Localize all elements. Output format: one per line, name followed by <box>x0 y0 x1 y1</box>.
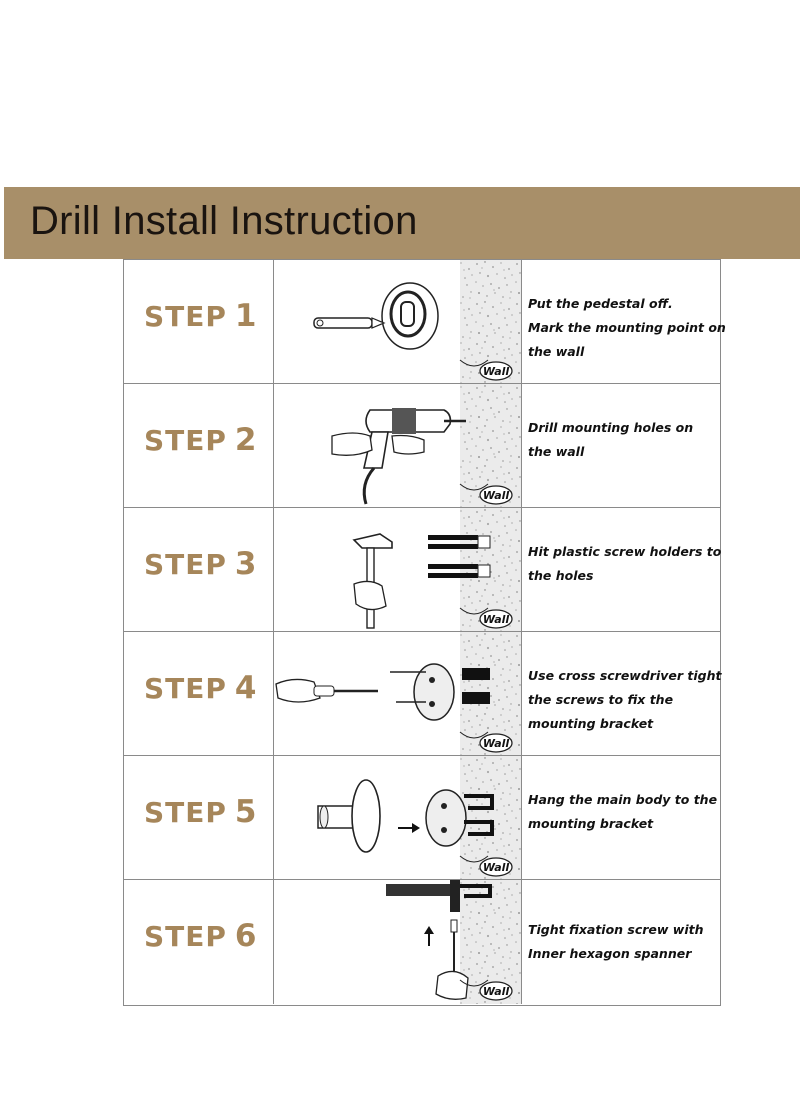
step-label: STEP 4 <box>144 670 258 706</box>
description-line: Use cross screwdriver tight <box>528 668 722 683</box>
step-label-cell <box>124 260 274 383</box>
arrow-up-icon <box>424 926 434 946</box>
step-row-3 <box>124 508 720 632</box>
step-number: 5 <box>234 794 258 830</box>
step-row-1 <box>124 260 726 384</box>
step-description <box>522 880 720 1004</box>
description-line: Inner hexagon spanner <box>528 946 692 961</box>
step-number: 1 <box>234 298 258 334</box>
description-line: Hit plastic screw holders to <box>528 544 722 559</box>
step-label-cell <box>124 880 274 1004</box>
description-line: Mark the mounting point on <box>528 320 726 335</box>
marker-pen-icon <box>314 318 384 328</box>
step-label: STEP 2 <box>144 422 258 458</box>
power-drill-icon <box>332 408 466 504</box>
step-row-2 <box>124 384 720 508</box>
svg-text:Wall: Wall <box>482 985 510 998</box>
instruction-table <box>123 259 726 1006</box>
step-label-cell <box>124 632 274 755</box>
description-line: the wall <box>528 444 585 459</box>
step-description <box>522 260 726 383</box>
step-illustration <box>274 632 522 755</box>
svg-text:Wall: Wall <box>482 489 510 502</box>
step-description <box>522 756 720 879</box>
screwdriver-icon <box>276 679 378 702</box>
step-number: 4 <box>234 670 258 706</box>
page-title: Drill Install Instruction <box>30 199 418 243</box>
step-row-5 <box>124 756 720 880</box>
step-label-cell <box>124 384 274 507</box>
step-number: 3 <box>234 546 258 582</box>
description-line: mounting bracket <box>528 816 654 831</box>
description-line: the screws to fix the <box>528 692 674 707</box>
pedestal-icon <box>382 283 438 349</box>
step-label: STEP 5 <box>144 794 258 830</box>
step-number: 2 <box>234 422 258 458</box>
step-description <box>522 632 720 755</box>
step-illustration <box>274 756 522 879</box>
step-description <box>522 384 720 507</box>
step-label: STEP 6 <box>144 918 258 954</box>
step-description <box>522 508 720 631</box>
step-number: 6 <box>234 918 258 954</box>
step-row-4 <box>124 632 720 756</box>
description-line: Drill mounting holes on <box>528 420 694 435</box>
description-line: Tight fixation screw with <box>528 922 704 937</box>
svg-text:Wall: Wall <box>482 861 510 874</box>
header-banner <box>4 187 800 259</box>
svg-text:Wall: Wall <box>482 365 510 378</box>
description-line: mounting bracket <box>528 716 654 731</box>
step-row-6 <box>124 880 720 1004</box>
step-illustration <box>274 508 522 631</box>
step-illustration <box>274 384 522 507</box>
step-label: STEP 1 <box>144 298 258 334</box>
description-line: the wall <box>528 344 585 359</box>
mounting-bracket-icon <box>390 664 454 720</box>
arrow-right-icon <box>398 823 420 833</box>
step-label-cell <box>124 508 274 631</box>
main-body-icon <box>318 780 380 852</box>
step-label: STEP 3 <box>144 546 258 582</box>
description-line: Hang the main body to the <box>528 792 718 807</box>
step-label-cell <box>124 756 274 879</box>
description-line: the holes <box>528 568 594 583</box>
step-illustration <box>274 880 522 1004</box>
svg-text:Wall: Wall <box>482 737 510 750</box>
hammer-icon <box>354 534 392 628</box>
svg-text:Wall: Wall <box>482 613 510 626</box>
description-line: Put the pedestal off. <box>528 296 673 311</box>
step-illustration <box>274 260 522 383</box>
